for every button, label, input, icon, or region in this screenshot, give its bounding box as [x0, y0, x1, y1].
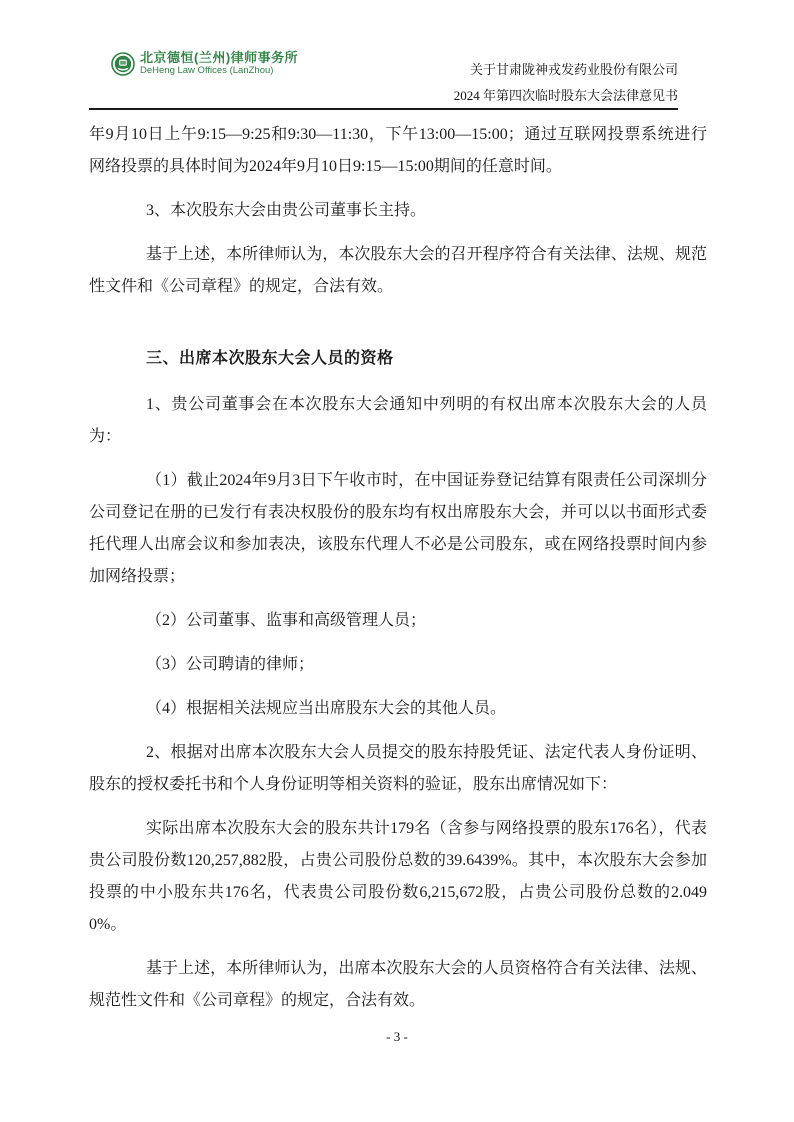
body-paragraph-conclusion-convene: 基于上述，本所律师认为，本次股东大会的召开程序符合有关法律、法规、规范性文件和《公司章程》的规定，合法有效。: [89, 246, 707, 295]
body-paragraph-item-2: （2）公司董事、监事和高级管理人员；: [146, 612, 427, 629]
header-divider: [89, 108, 678, 110]
body-paragraph-item-4: （4）根据相关法规应当出席股东大会的其他人员。: [146, 700, 507, 717]
firm-names: [140, 51, 298, 77]
doc-reference: [454, 57, 678, 109]
body-paragraph-attendance-stats: 实际出席本次股东大会的股东共计179名（含参与网络投票的股东176名），代表贵公司股份数120,257,882股，占贵公司股份总数的39.6439%。其中，本次股东大会参加投票的中小股东共176名，代表贵公司股份数6,215,672股，占贵公司股份总数的2.0490%。: [89, 820, 707, 933]
doc-title-line-2: 2024 年第四次临时股东大会法律意见书: [453, 88, 678, 103]
body-paragraph-entitled-persons: 1、贵公司董事会在本次股东大会通知中列明的有权出席本次股东大会的人员为：: [89, 396, 707, 445]
page-number: - 3 -: [386, 1029, 408, 1044]
body-paragraph-conclusion-qualification: 基于上述，本所律师认为，出席本次股东大会的人员资格符合有关法律、法规、规范性文件和《公司章程》的规定，合法有效。: [89, 960, 707, 1009]
doc-title-line-1: 关于甘肃陇神戎发药业股份有限公司: [469, 62, 678, 77]
firm-name-english: DeHeng Law Offices (LanZhou): [140, 65, 274, 77]
firm-name-chinese: 北京德恒(兰州)律师事务所: [140, 50, 299, 65]
body-paragraph-verification: 2、根据对出席本次股东大会人员提交的股东持股凭证、法定代表人身份证明、股东的授权委托书和个人身份证明等相关资料的验证，股东出席情况如下：: [89, 744, 707, 793]
deheng-round-seal-icon: [111, 52, 135, 76]
firm-logo-block: [111, 51, 298, 77]
body-paragraph-item-3: （3）公司聘请的律师；: [146, 656, 315, 673]
body-paragraph-chairman: 3、本次股东大会由贵公司董事长主持。: [146, 202, 427, 219]
document-body: [89, 119, 707, 1029]
body-paragraph-voting-times: 年9月10日上午9:15—9:25和9:30—11:30，下午13:00—15:00；通过互联网投票系统进行网络投票的具体时间为2024年9月10日9:15—15:00期间的任意时间。: [89, 126, 707, 175]
body-paragraph-item-1: （1）截止2024年9月3日下午收市时，在中国证券登记结算有限责任公司深圳分公司登记在册的已发行有表决权股份的股东均有权出席股东大会，并可以以书面形式委托代理人出席会议和参加表决，该股东代理人不必是公司股东，或在网络投票时间内参加网络投票；: [89, 472, 707, 585]
section-heading-attendee-qualification: 三、出席本次股东大会人员的资格: [146, 350, 394, 367]
